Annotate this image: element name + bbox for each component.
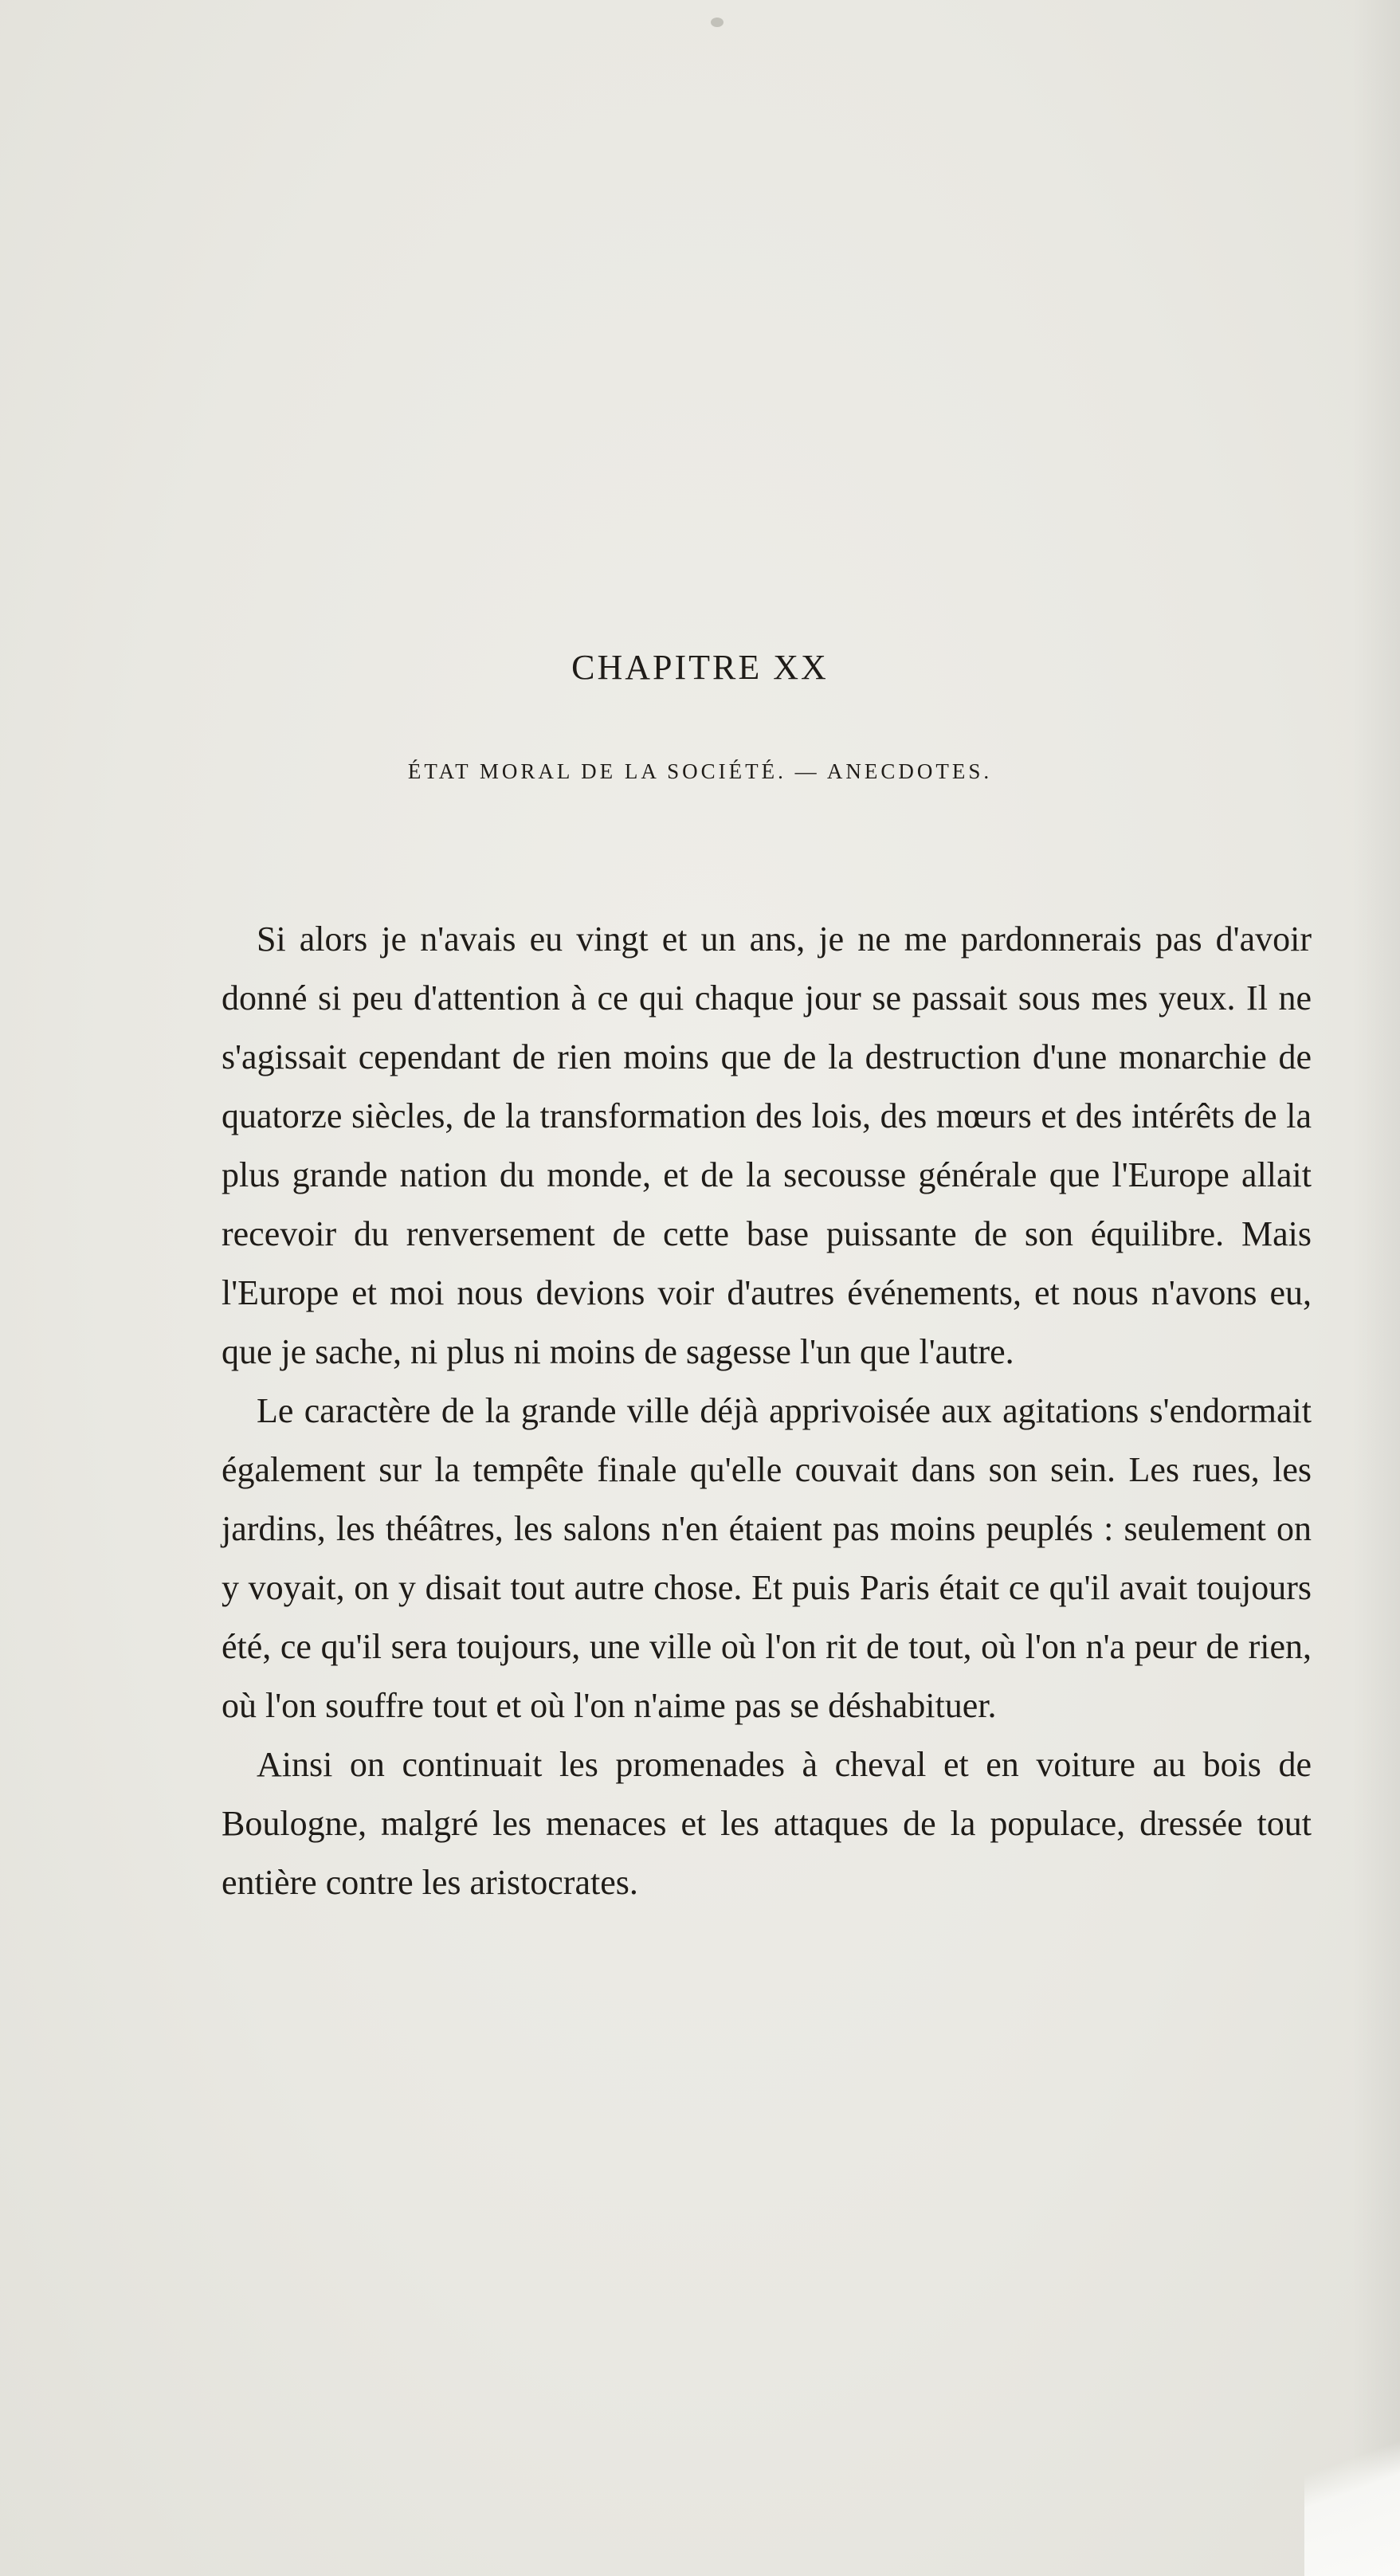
paragraph: Le caractère de la grande ville déjà apprivoisée aux agitations s'endormait également sur la tempête finale qu'elle couvait dans son sein. Les rues, les jardins, les théâtres, les salons n'en étaient pas moins peuplés : seulement on y voyait, on y disait tout autre chose. Et puis Paris était ce qu'il avait toujours été, ce qu'il sera toujours, une ville où l'on rit de tout, où l'on n'a peur de rien, où l'on souffre tout et où l'on n'aime pas se déshabituer. [222, 1391, 1312, 1725]
chapter-title: CHAPITRE XX [571, 648, 829, 687]
chapter-subtitle: ÉTAT MORAL DE LA SOCIÉTÉ. — ANECDOTES. [407, 759, 993, 783]
paragraph: Si alors je n'avais eu vingt et un ans, je ne me pardonnerais pas d'avoir donné si peu d'attention à ce qui chaque jour se passait sous mes yeux. Il ne s'agissait cependant de rien moins que de la destruction d'une monarchie de quatorze siècles, de la transformation des lois, des mœurs et des intérêts de la plus grande nation du monde, et de la secousse générale que l'Europe allait recevoir du renversement de cette base puissante de son équilibre. Mais l'Europe et moi nous devions voir d'autres événements, et nous n'avons eu, que je sache, ni plus ni moins de sagesse l'un que l'autre. [222, 919, 1312, 1371]
paragraph: Ainsi on continuait les promenades à cheval et en voiture au bois de Boulogne, malgré les menaces et les attaques de la populace, dressée tout entière contre les aristocrates. [222, 1745, 1312, 1902]
torn-page-corner [1304, 2385, 1400, 2576]
page-edge-shadow [1352, 0, 1400, 2576]
body-text [222, 910, 1312, 1912]
paper-fleck [711, 18, 724, 27]
